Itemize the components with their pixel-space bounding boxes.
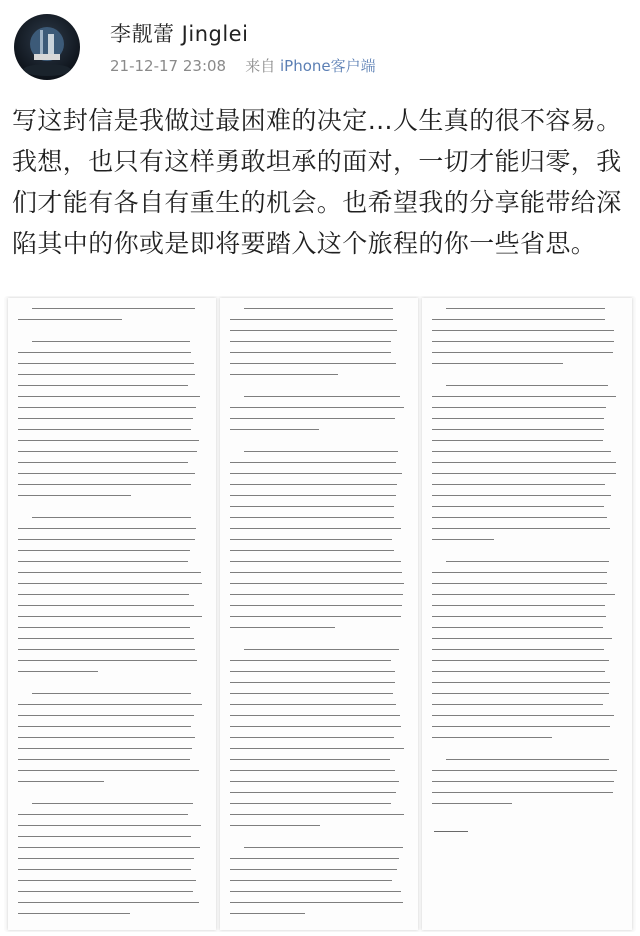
letter-text-line <box>432 682 610 683</box>
letter-text-line <box>18 726 191 727</box>
letter-text-line <box>446 385 608 386</box>
letter-text-line <box>230 814 404 815</box>
letter-text-line <box>230 693 393 694</box>
letter-text-line <box>432 693 609 694</box>
source-link[interactable]: iPhone客户端 <box>280 57 376 75</box>
letter-text-line <box>18 484 191 485</box>
letter-text-line <box>432 495 611 496</box>
letter-text-line <box>32 803 193 804</box>
letter-text-line <box>18 858 194 859</box>
letter-text-line <box>230 770 395 771</box>
letter-text-line <box>432 440 603 441</box>
letter-text-line <box>18 671 98 672</box>
letter-text-line <box>18 913 130 914</box>
letter-text-line <box>230 517 394 518</box>
letter-text-line <box>230 473 402 474</box>
letter-page-2[interactable] <box>220 298 418 930</box>
letter-text-line <box>18 528 196 529</box>
post-timestamp: 21-12-17 23:08 <box>110 57 227 75</box>
letter-text-line <box>18 869 191 870</box>
letter-text-line <box>18 847 200 848</box>
avatar-image <box>14 14 80 80</box>
letter-text-line <box>230 330 397 331</box>
letter-text-line <box>244 649 399 650</box>
letter-text-line <box>18 495 131 496</box>
letter-text-line <box>18 649 195 650</box>
letter-text-line <box>32 308 195 309</box>
letter-text-line <box>432 671 605 672</box>
letter-page-1[interactable] <box>8 298 216 930</box>
letter-text-line <box>230 363 396 364</box>
letter-text-line <box>230 583 404 584</box>
letter-text-line <box>18 891 193 892</box>
letter-text-line <box>230 913 305 914</box>
letter-text-line <box>230 726 401 727</box>
letter-text-line <box>432 803 512 804</box>
letter-text-line <box>18 836 191 837</box>
letter-text-line <box>230 792 396 793</box>
letter-text-line <box>432 627 603 628</box>
letter-text-line <box>432 330 614 331</box>
letter-text-line <box>230 528 401 529</box>
letter-text-line <box>18 374 195 375</box>
letter-text-line <box>230 803 391 804</box>
letter-text-line <box>18 550 190 551</box>
letter-text-line <box>230 748 404 749</box>
letter-text-line <box>230 605 402 606</box>
letter-text-line <box>230 550 394 551</box>
letter-text-line <box>244 396 400 397</box>
letter-text-line <box>230 429 319 430</box>
letter-text-line <box>18 462 188 463</box>
letter-page-3[interactable] <box>422 298 632 930</box>
letter-text-line <box>18 902 199 903</box>
letter-text-line <box>18 825 201 826</box>
post-meta <box>110 55 376 76</box>
letter-text-line <box>18 781 104 782</box>
letter-text-line <box>18 594 189 595</box>
letter-text-line <box>230 627 335 628</box>
letter-text-line <box>432 319 605 320</box>
letter-text-line <box>230 407 404 408</box>
letter-text-line <box>18 418 193 419</box>
letter-text-line <box>230 539 392 540</box>
letter-text-line <box>432 363 563 364</box>
letter-text-line <box>230 660 391 661</box>
letter-text-line <box>230 572 402 573</box>
letter-text-line <box>18 352 191 353</box>
letter-text-line <box>432 352 613 353</box>
post-header <box>0 0 640 92</box>
letter-signature <box>434 831 468 833</box>
letter-text-line <box>18 880 196 881</box>
letter-text-line <box>18 451 197 452</box>
letter-text-line <box>230 825 320 826</box>
letter-text-line <box>230 704 396 705</box>
letter-text-line <box>244 451 398 452</box>
letter-text-line <box>230 484 397 485</box>
post-text: 写这封信是我做过最困难的决定…人生真的很不容易。我想，也只有这样勇敢坦承的面对，一切才能归零，我们才能有各自有重生的机会。也希望我的分享能带给深陷其中的你或是即将要踏入这个旅程的你一些省思。 <box>12 106 622 258</box>
letter-text-line <box>432 792 613 793</box>
letter-text-line <box>230 374 338 375</box>
letter-text-line <box>18 605 194 606</box>
letter-text-line <box>18 385 188 386</box>
letter-text-line <box>432 517 607 518</box>
avatar[interactable] <box>14 14 80 80</box>
letter-text-line <box>230 671 395 672</box>
letter-text-line <box>32 517 191 518</box>
letter-text-line <box>432 594 615 595</box>
letter-text-line <box>230 858 399 859</box>
letter-text-line <box>230 495 396 496</box>
letter-text-line <box>432 451 611 452</box>
letter-text-line <box>432 583 607 584</box>
letter-text-line <box>446 759 609 760</box>
letter-text-line <box>230 880 392 881</box>
letter-text-line <box>432 704 603 705</box>
letter-text-line <box>432 572 607 573</box>
letter-text-line <box>18 561 188 562</box>
letter-text-line <box>432 660 609 661</box>
letter-text-line <box>18 572 201 573</box>
letter-text-line <box>432 715 614 716</box>
letter-text-line <box>230 869 397 870</box>
letter-text-line <box>18 396 200 397</box>
letter-text-line <box>18 539 195 540</box>
letter-text-line <box>18 616 202 617</box>
letter-text-line <box>432 396 616 397</box>
letter-text-line <box>432 506 604 507</box>
letter-text-line <box>230 418 395 419</box>
letter-text-line <box>18 748 192 749</box>
letter-text-line <box>18 473 195 474</box>
letter-text-line <box>432 638 612 639</box>
letter-text-line <box>230 506 394 507</box>
letter-text-line <box>432 462 616 463</box>
letter-text-line <box>432 539 494 540</box>
letter-text-line <box>230 781 399 782</box>
letter-text-line <box>18 704 202 705</box>
letter-text-line <box>230 319 393 320</box>
letter-text-line <box>230 682 395 683</box>
letter-text-line <box>432 429 604 430</box>
letter-text-line <box>230 616 401 617</box>
source-prefix: 来自 <box>245 57 276 75</box>
letter-text-line <box>432 616 606 617</box>
letter-text-line <box>432 726 610 727</box>
letter-text-line <box>18 407 196 408</box>
letter-text-line <box>230 759 390 760</box>
letter-text-line <box>432 770 617 771</box>
letter-text-line <box>18 583 202 584</box>
letter-text-line <box>432 341 614 342</box>
letter-text-line <box>230 737 394 738</box>
letter-text-line <box>230 561 401 562</box>
letter-text-line <box>18 770 199 771</box>
letter-text-line <box>432 407 606 408</box>
letter-text-line <box>432 484 605 485</box>
letter-text-line <box>230 352 391 353</box>
letter-text-line <box>244 847 403 848</box>
letter-text-line <box>432 473 616 474</box>
letter-text-line <box>18 429 191 430</box>
letter-text-line <box>446 308 605 309</box>
letter-text-line <box>432 418 604 419</box>
author-name[interactable]: 李靓蕾 Jinglei <box>110 22 249 46</box>
letter-image[interactable] <box>4 296 636 932</box>
letter-text-line <box>18 737 195 738</box>
letter-text-line <box>18 638 194 639</box>
letter-text-line <box>18 440 199 441</box>
letter-text-line <box>446 561 609 562</box>
letter-text-line <box>32 341 190 342</box>
letter-text-line <box>230 891 401 892</box>
letter-text-line <box>18 363 194 364</box>
letter-text-line <box>432 605 605 606</box>
letter-text-line <box>18 814 188 815</box>
letter-text-line <box>230 715 400 716</box>
letter-text-line <box>32 693 191 694</box>
letter-text-line <box>18 715 194 716</box>
letter-text-line <box>230 341 391 342</box>
letter-text-line <box>18 759 190 760</box>
letter-text-line <box>230 902 403 903</box>
letter-text-line <box>432 528 610 529</box>
letter-text-line <box>230 462 396 463</box>
letter-text-line <box>432 649 604 650</box>
letter-text-line <box>18 660 197 661</box>
letter-text-line <box>18 627 190 628</box>
letter-text-line <box>432 737 552 738</box>
letter-text-line <box>230 594 403 595</box>
letter-text-line <box>244 308 393 309</box>
letter-text-line <box>432 781 614 782</box>
letter-text-line <box>18 319 122 320</box>
